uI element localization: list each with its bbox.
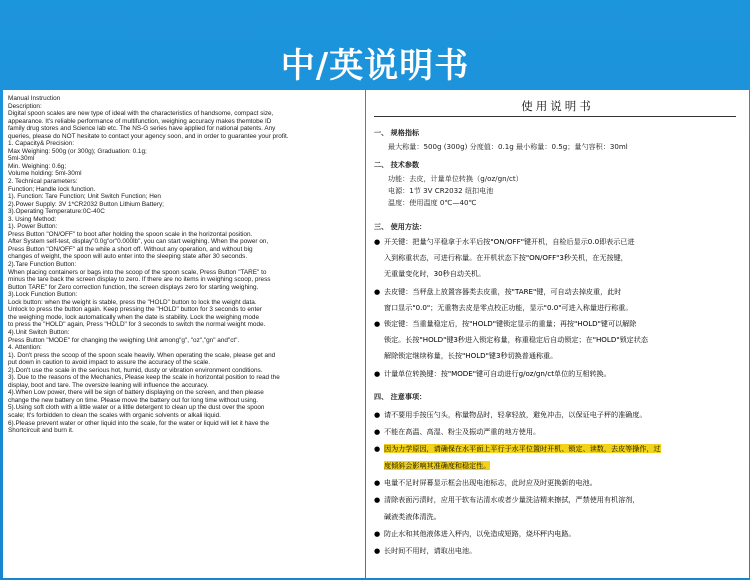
usage-line: 解除锁定继续称量，长按"HOLD"键3秒切换普通称重。	[384, 351, 558, 360]
usage-line: 无重量变化时，30秒自动关机。	[384, 269, 486, 278]
usage-line: 锁定。长按"HOLD"键3秒进入锁定称量，称重稳定后自动锁定；在"HOLD"锁定状态	[384, 335, 648, 344]
manual-line	[8, 495, 360, 503]
manual-line	[8, 555, 360, 563]
manual-line: 2).Don't use the scale in the serious hot, humid, dusty or vibration environment conditions.	[8, 366, 263, 374]
manual-line: scale; It's forbidden to clean the scales with organic solvents or alkali liquid.	[8, 411, 221, 419]
manual-line: Press Button "MODE" for changing the weighing Unit among"g", "oz","gn" and"ct".	[8, 336, 240, 344]
manual-line: Button TARE" for Zero correction function, the screen displays zero for starting weighing.	[8, 283, 259, 291]
manual-line: Press Button "ON/OFF" to boot after holding the spoon scale in the horizontal position.	[8, 230, 253, 238]
manual-line	[8, 518, 360, 526]
manual-line: 2).Power Supply: 3V 1*CR2032 Button Lithium Battery;	[8, 200, 164, 208]
manual-line: 3. Using Method:	[8, 215, 57, 223]
bullet-icon: ●	[374, 237, 381, 246]
section-4-heading: 四、 注意事项：	[374, 392, 427, 401]
manual-line: 5ml-30ml	[8, 155, 35, 163]
manual-line: Function; Handle lock function.	[8, 185, 96, 193]
manual-line: appearance. It's reliable performance of multifunction, weighing accuracy makes themtobe ID	[8, 117, 272, 125]
english-manual-sheet	[3, 90, 365, 578]
manual-line: Shortcircuit and burn it.	[8, 427, 74, 435]
bullet-icon: ●	[374, 478, 381, 487]
manual-line	[8, 465, 360, 473]
manual-line: change the new battery on time. Please move the battery out for long time without using.	[8, 396, 259, 404]
manual-line	[8, 487, 360, 495]
manual-line	[8, 472, 360, 480]
tech-line: 电源：1节 3V CR2032 纽扣电池	[388, 186, 494, 195]
tech-line: 温度：使用温度 0℃—40℃	[388, 198, 477, 207]
manual-line	[8, 450, 360, 458]
manual-line: 3).Lock Function Button:	[8, 291, 78, 299]
usage-line: 去皮键：当秤盘上放置容器类去皮重，按"TARE"键，可自动去掉皮重，此时	[384, 287, 622, 296]
manual-line: 6).Please prevent water or other liquid into the scale, for the water or liquid will let it have the	[8, 419, 270, 427]
chinese-manual-title: 使用说明书	[521, 99, 594, 113]
manual-line: 2. Technical parameters:	[8, 178, 78, 186]
note-line: 电量不足时屏幕显示框会出现电池标志，此时应及时更换新的电池。	[384, 478, 597, 487]
bullet-icon: ●	[374, 427, 381, 436]
manual-line: Manual Instruction	[8, 95, 61, 102]
bullet-icon: ●	[374, 369, 381, 378]
manual-line: When placing containers or bags into the scoop of the spoon scale, Press Button "TARE" to	[8, 268, 267, 276]
bullet-icon: ●	[374, 529, 381, 538]
manual-line: display, boot and tare. The oversize leaning will influence the accuracy.	[8, 381, 209, 389]
manual-line: minus the tare back the screen display to zero. If there are no items in weighing scoop, press	[8, 276, 271, 284]
manual-line	[8, 533, 360, 541]
manual-line: 5).Using soft cloth with a little water or a little detergent to clean up the dust over the spoon	[8, 404, 265, 412]
manual-line: the weighing mode, lock automatically when the date is stability. Lock the weighing mode	[8, 313, 260, 321]
english-manual-text	[8, 95, 360, 570]
manual-line	[8, 525, 360, 533]
note-line: 清除表面污渍时，应用干软布沾清水或者少量洗洁精来擦拭，严禁使用有机溶剂，	[384, 495, 640, 504]
spec-line: 最大称量：500g (300g) 分度值：0.1g 最小称量：0.5g；量勺容积：30ml	[388, 142, 628, 151]
note-line: 请不要用手按压勺头，称量物品时，轻拿轻放，避免冲击，以保证电子秤的准确度。	[384, 410, 647, 419]
manual-line: changes of weight, the spoon will auto enter into the sleeping state after 30 seconds.	[8, 253, 248, 261]
usage-line: 计量单位转换键：按"MODE"键可自动进行g/oz/gn/ct单位的互相转换。	[384, 369, 611, 378]
note-line: 防止水和其他液体进入秤内，以免造成短路，烧坏秤内电路。	[384, 529, 576, 538]
bullet-icon: ●	[374, 495, 381, 504]
manual-line: 4. Attention:	[8, 344, 42, 352]
manual-line: 4).When Low power, there will be sign of battery displaying on the screen, and then please	[8, 389, 264, 397]
manual-line: Press Button "ON/OFF" all the while a short off. Without any operation, and without big	[8, 245, 253, 253]
manual-line	[8, 510, 360, 518]
bullet-icon: ●	[374, 319, 381, 328]
manual-line: Unlock to press the button again. Keep pressing the "HOLD" button for 3 seconds to enter	[8, 306, 262, 314]
usage-line: 入到称重状态，可进行称量。在开机状态下按"ON/OFF"3秒关机，在无按键，	[384, 253, 628, 262]
manual-line: 1). Function: Tare Function; Unit Switch Function; Hen	[8, 193, 161, 201]
manual-line	[8, 457, 360, 465]
manual-line: 1. Capacity& Precision:	[8, 140, 75, 148]
manual-line: 1). Don't press the scoop of the spoon scale heavily. When operating the scale, please get and	[8, 351, 276, 359]
manual-line: 4).Unit Switch Button:	[8, 328, 70, 336]
manual-line: Description:	[8, 102, 42, 110]
bullet-icon: ●	[374, 546, 381, 555]
manual-line: After System self-test, display"0.0g"or"0.000lb", you can start weighing. When the power on,	[8, 238, 269, 246]
chinese-manual-sheet	[366, 90, 749, 578]
bullet-icon: ●	[374, 410, 381, 419]
manual-line	[8, 563, 360, 571]
manual-line: Volume holding: 5ml-30ml	[8, 170, 82, 178]
tech-line: 功能：去皮，计量单位转换（g/oz/gn/ct）	[388, 174, 523, 183]
manual-line	[8, 480, 360, 488]
note-line: 碱液类液体清洗。	[384, 512, 441, 521]
manual-line: to press the "HOLD" again, Press "HOLD" for 3 seconds to switch the normal weight mode.	[8, 321, 266, 329]
manual-line: Max Weighing: 500g (or 300g); Graduation: 0.1g;	[8, 147, 147, 155]
manual-line: Lock button: when the weight is stable, press the "HOLD" button to lock the weight data.	[8, 298, 257, 306]
manual-line	[8, 503, 360, 511]
manual-line: queries, please do NOT hesitate to contact your agency soon, and in order to guarantee your profit.	[8, 132, 289, 140]
section-3-heading: 三、 使用方法：	[374, 222, 427, 231]
manual-line: 1). Power Button:	[8, 223, 58, 231]
bullet-icon: ●	[374, 444, 381, 453]
manual-line	[8, 540, 360, 548]
manual-line: 2).Tare Function Button:	[8, 261, 77, 269]
manual-line	[8, 442, 360, 450]
notes-list	[374, 406, 736, 559]
page-title: 中/英说明书	[280, 46, 470, 86]
section-1-heading: 一、 规格指标	[374, 128, 420, 137]
usage-line: 开关键：把量勺平稳拿于水平后按"ON/OFF"键开机，自检后显示0.0即表示已进	[384, 237, 635, 246]
note-line-highlighted: 因为力学原因，请确保在水平面上平行于水平位置时开机、锁定、读数，去皮等操作，过	[384, 444, 661, 453]
usage-line: 锁定键：当重量稳定后，按"HOLD"键锁定显示的重量；再按"HOLD"键可以解除	[384, 319, 637, 328]
bullet-icon: ●	[374, 287, 381, 296]
manual-line: Digital spoon scales are new type of ideal with the characteristics of handsome, compact size,	[8, 110, 274, 118]
manual-line: 3). Due to the reasons of the Mechanics, Please keep the scale in horizontal position to read the	[8, 374, 280, 382]
manual-line: family drug stores and Science lab etc. The NS-G series have applied for national patents. Any	[8, 125, 276, 133]
section-2-heading: 二、 技术参数	[374, 160, 420, 169]
note-line-highlighted: 度倾斜会影响其准确度和稳定性。	[384, 461, 491, 470]
manual-line: Min. Weighing: 0.6g;	[8, 162, 67, 170]
title-divider	[374, 116, 736, 117]
usage-item-tare	[374, 284, 736, 316]
manual-line: 3).Operating Temperature:0C-40C	[8, 208, 105, 216]
manual-line	[8, 435, 360, 443]
manual-line	[8, 548, 360, 556]
manual-line: put down in caution to avoid impact to assure the accuracy of the scale.	[8, 359, 211, 367]
note-line: 长时间不用时，请取出电池。	[384, 546, 477, 555]
usage-item-lock	[374, 316, 736, 364]
usage-item-unit	[374, 366, 736, 382]
usage-line: 窗口显示"0.0"；无重物去皮是零点校正功能，显示"0.0"可进入称量进行称重。	[384, 303, 633, 312]
note-line: 不能在高温、高湿、粉尘及振动严重的地方使用。	[384, 427, 541, 436]
usage-item-power	[374, 234, 736, 282]
